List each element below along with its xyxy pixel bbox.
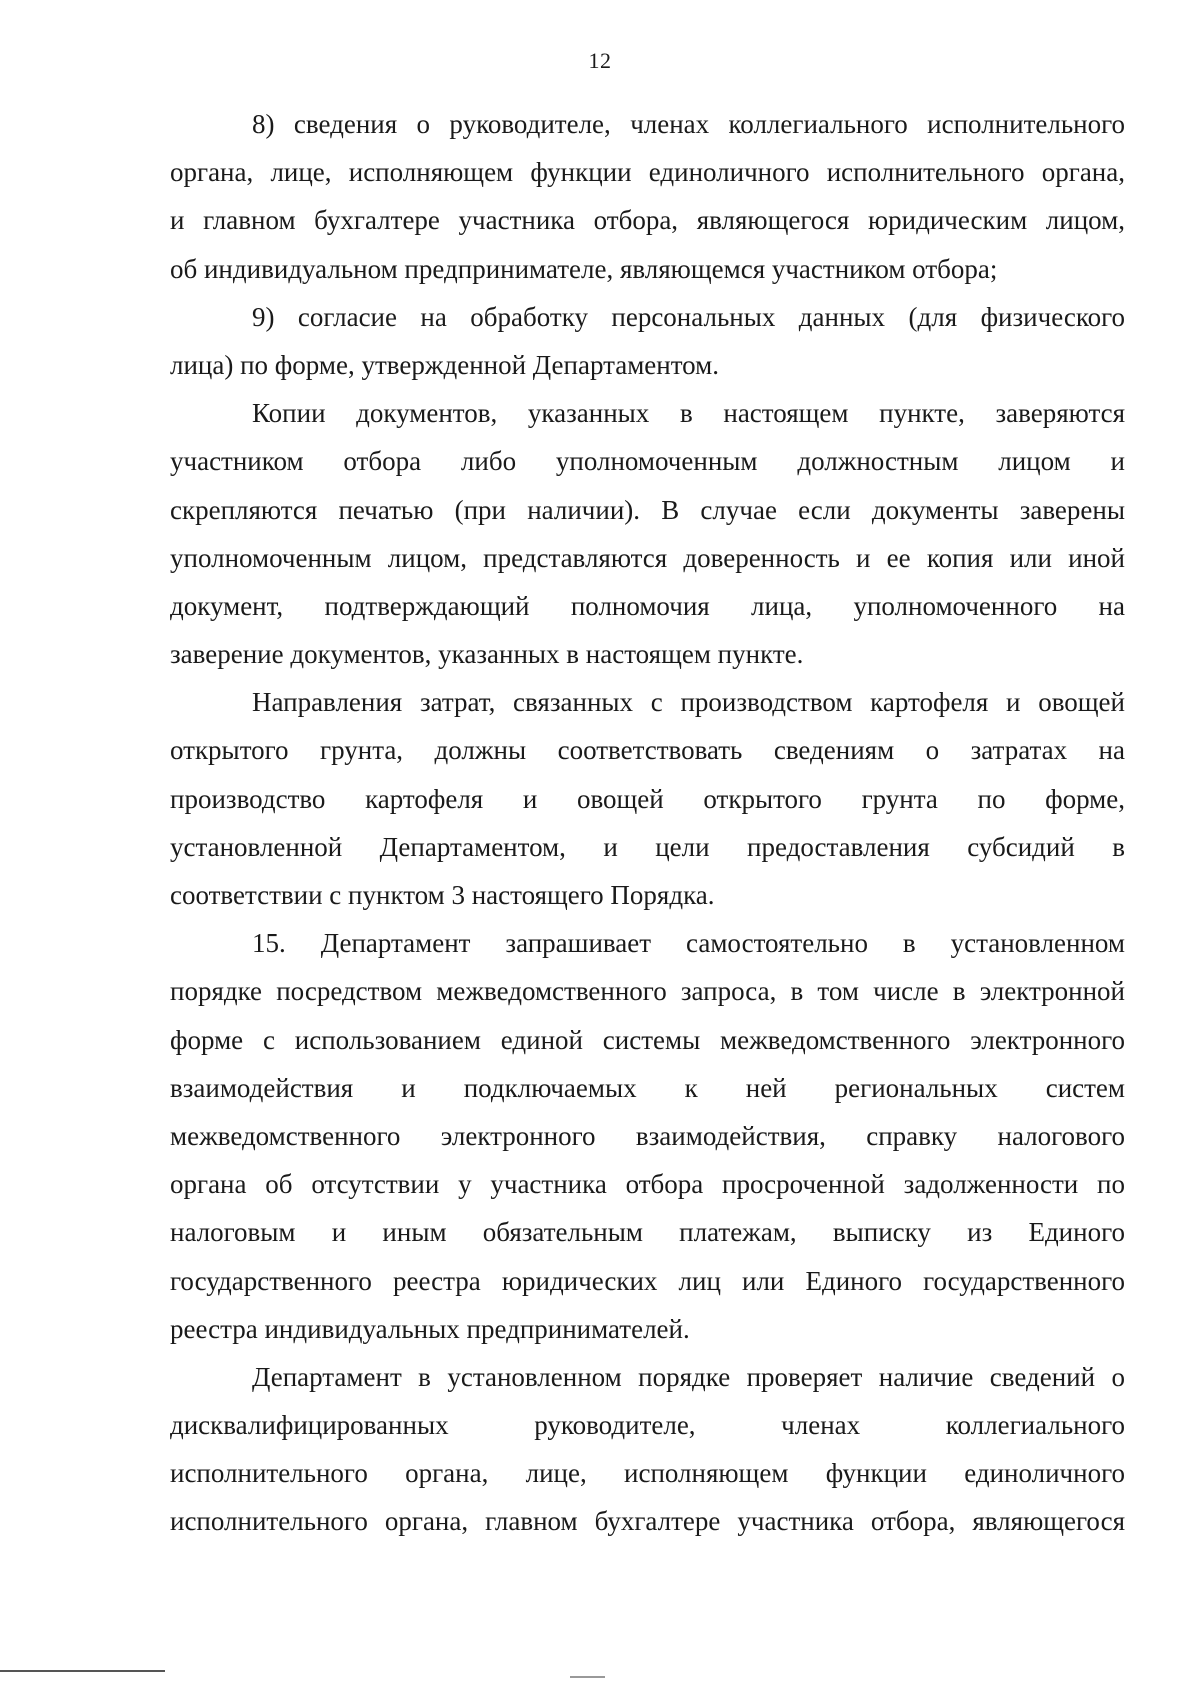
text-line: межведомственного электронного взаимодействия, справку налогового <box>170 1120 1125 1151</box>
text-line: скрепляются печатью (при наличии). В случае если документы заверены <box>170 494 1125 525</box>
text-line: государственного реестра юридических лиц или Единого государственного <box>170 1265 1125 1296</box>
text-line: реестра индивидуальных предпринимателей. <box>170 1313 690 1344</box>
text-line: исполнительного органа, лице, исполняющем функции единоличного <box>170 1458 1125 1489</box>
page-number: 12 <box>588 48 612 73</box>
text-line: открытого грунта, должны соответствовать сведениям о затратах на <box>170 735 1125 766</box>
text-line: взаимодействия и подключаемых к ней региональных систем <box>170 1072 1125 1103</box>
text-line: налоговым и иным обязательным платежам, выписку из Единого <box>170 1217 1125 1248</box>
text-line: соответствии с пунктом 3 настоящего Порядка. <box>170 880 715 910</box>
text-line: исполнительного органа, главном бухгалтере участника отбора, являющегося <box>170 1506 1125 1537</box>
text-line: документ, подтверждающий полномочия лица, уполномоченного на <box>170 590 1125 621</box>
text-line: Департамент в установленном порядке проверяет наличие сведений о <box>252 1361 1125 1392</box>
text-line: Копии документов, указанных в настоящем пункте, заверяются <box>252 398 1125 429</box>
text-line: 9) согласие на обработку персональных данных (для физического <box>252 301 1125 332</box>
text-line: форме с использованием единой системы межведомственного электронного <box>170 1024 1125 1055</box>
text-line: органа, лице, исполняющем функции единоличного исполнительного органа, <box>170 157 1125 188</box>
text-line: производство картофеля и овощей открытого грунта по форме, <box>170 783 1125 814</box>
text-line: лица) по форме, утвержденной Департаментом. <box>170 349 720 380</box>
text-line: заверение документов, указанных в настоящем пункте. <box>170 639 804 670</box>
text-line: участником отбора либо уполномоченным должностным лицом и <box>170 446 1125 477</box>
footer-mark <box>570 1676 605 1678</box>
footer-rule <box>0 1670 165 1672</box>
text-line: 8) сведения о руководителе, членах коллегиального исполнительного <box>252 109 1125 139</box>
text-line: порядке посредством межведомственного запроса, в том числе в электронной <box>170 976 1125 1007</box>
text-line: уполномоченным лицом, представляются доверенность и ее копия или иной <box>170 542 1125 573</box>
text-line: об индивидуальном предпринимателе, являющемся участником отбора; <box>170 253 998 284</box>
text-line: 15. Департамент запрашивает самостоятельно в установленном <box>252 928 1125 959</box>
text-line: органа об отсутствии у участника отбора просроченной задолженности по <box>170 1169 1125 1200</box>
text-line: Направления затрат, связанных с производством картофеля и овощей <box>252 687 1125 718</box>
document-body <box>170 100 1125 1546</box>
text-line: установленной Департаментом, и цели предоставления субсидий в <box>170 831 1125 862</box>
text-line: и главном бухгалтере участника отбора, являющегося юридическим лицом, <box>170 205 1125 236</box>
text-line: дисквалифицированных руководителе, членах коллегиального <box>170 1410 1125 1441</box>
